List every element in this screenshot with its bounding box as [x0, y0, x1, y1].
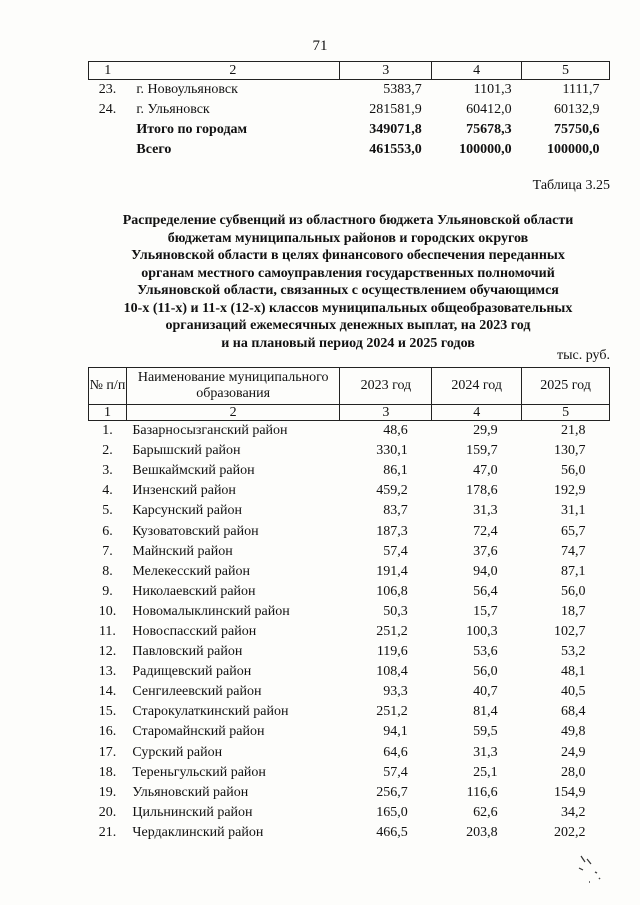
table-row: [89, 722, 610, 742]
table-row: [89, 783, 610, 803]
value-2025: 49,8: [561, 724, 586, 740]
value-2024: 94,0: [473, 563, 498, 579]
value-col3: 5383,7: [383, 82, 422, 97]
header-2025: 2025 год: [522, 368, 610, 405]
table-row: [89, 421, 610, 442]
row-name: Новомалыклинский район: [132, 603, 290, 619]
value-2025: 21,8: [561, 423, 586, 439]
value-2024: 72,4: [473, 523, 498, 539]
row-name: Тереньгульский район: [132, 764, 266, 780]
col-number: 2: [126, 62, 339, 80]
value-2024: 59,5: [473, 724, 498, 740]
table-row: [89, 702, 610, 722]
row-number: 18.: [98, 764, 117, 780]
subvention-table: [88, 367, 610, 843]
row-name: Барышский район: [132, 443, 241, 459]
table-row: [89, 461, 610, 481]
col-number: 3: [340, 62, 432, 80]
row-name: Павловский район: [132, 644, 243, 660]
value-2025: 202,2: [554, 824, 586, 840]
value-2025: 34,2: [561, 804, 586, 820]
header-2023: 2023 год: [340, 368, 432, 405]
unit-label: тыс. руб.: [557, 348, 610, 363]
row-name: Радищевский район: [132, 664, 252, 680]
value-2025: 130,7: [554, 443, 586, 459]
value-2024: 178,6: [466, 483, 498, 499]
table-header-row: [89, 368, 610, 405]
value-2025: 24,9: [561, 744, 586, 760]
value-2025: 154,9: [554, 784, 586, 800]
value-col5: 1111,7: [562, 82, 600, 97]
title-line: Распределение субвенций из областного бюджета Ульяновской области: [122, 213, 574, 228]
col-number: 4: [432, 405, 522, 421]
value-2025: 18,7: [561, 603, 586, 619]
row-name: Итого по городам: [136, 122, 248, 137]
row-name: Кузоватовский район: [132, 523, 259, 539]
value-2023: 251,2: [376, 704, 408, 720]
value-2024: 29,9: [473, 423, 498, 439]
value-2024: 56,4: [473, 583, 498, 599]
value-2024: 31,3: [473, 503, 498, 519]
col-number: 3: [340, 405, 432, 421]
value-2024: 203,8: [466, 824, 498, 840]
title-line: органам местного самоуправления государственных полномочий: [141, 265, 555, 281]
row-name: Вешкаймский район: [132, 463, 255, 479]
row-number: 15.: [98, 704, 117, 720]
value-2023: 94,1: [383, 724, 408, 740]
value-2023: 57,4: [383, 543, 408, 559]
value-2023: 459,2: [376, 483, 408, 499]
row-name: г. Ульяновск: [136, 102, 210, 117]
table-row: [89, 682, 610, 702]
row-number: 4.: [102, 483, 113, 499]
value-2024: 159,7: [466, 443, 498, 459]
value-col3: 461553,0: [369, 142, 422, 157]
title-line: 10-х (11-х) и 11-х (12-х) классов муниципальных общеобразовательных: [123, 300, 573, 316]
table-row: [89, 140, 610, 160]
value-2023: 165,0: [376, 804, 408, 820]
row-name: Николаевский район: [132, 583, 256, 599]
column-number-row: [89, 405, 610, 421]
value-2025: 87,1: [561, 563, 586, 579]
row-number: 2.: [102, 443, 113, 459]
table-row: [89, 662, 610, 682]
row-number: 20.: [98, 804, 117, 820]
table-row: [89, 501, 610, 521]
value-2024: 37,6: [473, 543, 498, 559]
table-row: [89, 80, 610, 101]
col-number: 4: [432, 62, 522, 80]
row-number: [89, 120, 127, 140]
table-row: [89, 562, 610, 582]
value-2023: 57,4: [383, 764, 408, 780]
row-number: 9.: [102, 583, 113, 599]
value-2024: 25,1: [473, 764, 498, 780]
value-2025: 53,2: [561, 644, 586, 660]
value-2025: 31,1: [561, 503, 586, 519]
value-2024: 62,6: [473, 804, 498, 820]
col-number: 5: [522, 405, 610, 421]
value-col5: 75750,6: [554, 122, 600, 137]
value-2025: 192,9: [554, 483, 586, 499]
row-number: 10.: [98, 603, 117, 619]
value-2024: 81,4: [473, 704, 498, 720]
value-col4: 100000,0: [459, 142, 512, 157]
value-col3: 281581,9: [369, 102, 422, 117]
value-2024: 53,6: [473, 644, 498, 660]
col-number: 1: [89, 62, 127, 80]
value-2025: 65,7: [561, 523, 586, 539]
table-row: [89, 481, 610, 501]
row-name: Карсунский район: [132, 503, 242, 519]
value-2023: 64,6: [383, 744, 408, 760]
value-2025: 28,0: [561, 764, 586, 780]
value-col5: 60132,9: [554, 102, 600, 117]
row-name: Сенгилеевский район: [132, 684, 262, 700]
value-2025: 68,4: [561, 704, 586, 720]
table-row: [89, 120, 610, 140]
row-name: Мелекесский район: [132, 563, 250, 579]
row-number: 23.: [98, 82, 117, 97]
value-2025: 102,7: [554, 623, 586, 639]
value-2023: 108,4: [376, 664, 408, 680]
value-2023: 106,8: [376, 583, 408, 599]
column-number-row: [89, 62, 610, 80]
value-col3: 349071,8: [369, 122, 422, 137]
row-number: 11.: [98, 623, 116, 639]
value-2025: 74,7: [561, 543, 586, 559]
row-name: Ульяновский район: [132, 784, 249, 800]
value-2024: 116,6: [466, 784, 498, 800]
row-number: 13.: [98, 664, 117, 680]
header-2024: 2024 год: [432, 368, 522, 405]
table-row: [89, 803, 610, 823]
value-2024: 47,0: [473, 463, 498, 479]
value-2023: 83,7: [383, 503, 408, 519]
pen-mark: [575, 852, 615, 892]
row-name: Всего: [136, 142, 172, 157]
table-row: [89, 622, 610, 642]
title-line: Ульяновской области, связанных с осуществлением обучающимся: [137, 283, 559, 298]
value-2023: 48,6: [383, 423, 408, 439]
value-2023: 93,3: [383, 684, 408, 700]
row-number: 14.: [98, 684, 117, 700]
row-name: Чердаклинский район: [132, 824, 264, 840]
row-number: 8.: [102, 563, 113, 579]
value-2023: 466,5: [376, 824, 408, 840]
row-name: Старокулаткинский район: [132, 704, 289, 720]
row-number: [89, 140, 127, 160]
value-2025: 56,0: [561, 463, 586, 479]
title-line: бюджетам муниципальных районов и городских округов: [167, 230, 529, 246]
table-row: [89, 743, 610, 763]
table-row: [89, 602, 610, 622]
value-2025: 56,0: [561, 583, 586, 599]
table-row: [89, 763, 610, 783]
value-2023: 256,7: [376, 784, 408, 800]
col-number: 2: [126, 405, 340, 421]
table-row: [89, 582, 610, 602]
title-line: Ульяновской области в целях финансового обеспечения переданных: [131, 248, 565, 263]
row-number: 24.: [98, 102, 117, 117]
value-col4: 60412,0: [466, 102, 512, 117]
row-name: Майнский район: [132, 543, 233, 559]
row-number: 12.: [98, 644, 117, 660]
row-number: 5.: [102, 503, 113, 519]
value-2023: 251,2: [376, 623, 408, 639]
row-number: 3.: [102, 463, 113, 479]
table-title: [88, 212, 608, 352]
value-2025: 48,1: [561, 664, 586, 680]
table-row: [89, 642, 610, 662]
row-name: Инзенский район: [132, 483, 236, 499]
value-col4: 75678,3: [466, 122, 512, 137]
row-name: Сурский район: [132, 744, 223, 760]
row-name: Цильнинский район: [132, 804, 253, 820]
row-name: Новоспасский район: [132, 623, 257, 639]
value-2024: 15,7: [473, 603, 498, 619]
row-number: 21.: [98, 824, 117, 840]
title-line: и на плановый период 2024 и 2025 годов: [221, 335, 475, 351]
page-number: 71: [312, 38, 328, 54]
value-2024: 40,7: [473, 684, 498, 700]
row-name: Базарносызганский район: [132, 423, 288, 439]
value-col5: 100000,0: [547, 142, 600, 157]
row-number: 1.: [102, 423, 113, 439]
value-2024: 56,0: [473, 664, 498, 680]
row-number: 7.: [102, 543, 113, 559]
value-2023: 330,1: [376, 443, 408, 459]
value-2024: 100,3: [466, 623, 498, 639]
value-2023: 86,1: [383, 463, 408, 479]
continued-table: [88, 61, 610, 160]
value-2023: 191,4: [376, 563, 408, 579]
header-num: № п/п: [89, 368, 127, 405]
table-row: [89, 100, 610, 120]
title-line: организаций ежемесячных денежных выплат, на 2023 год: [165, 318, 531, 333]
row-number: 16.: [98, 724, 117, 740]
value-2023: 50,3: [383, 603, 408, 619]
table-row: [89, 521, 610, 541]
value-2025: 40,5: [561, 684, 586, 700]
table-label: Таблица 3.25: [532, 178, 610, 193]
col-number: 1: [89, 405, 127, 421]
value-2023: 119,6: [376, 644, 408, 660]
row-name: г. Новоульяновск: [136, 82, 238, 97]
row-number: 6.: [102, 523, 113, 539]
row-number: 17.: [98, 744, 117, 760]
header-name: Наименование муниципального образования: [126, 368, 340, 405]
value-2023: 187,3: [376, 523, 408, 539]
row-number: 19.: [98, 784, 117, 800]
table-row: [89, 441, 610, 461]
table-row: [89, 823, 610, 843]
col-number: 5: [522, 62, 610, 80]
table-row: [89, 542, 610, 562]
value-col4: 1101,3: [473, 82, 512, 97]
row-name: Старомайнский район: [132, 724, 265, 740]
value-2024: 31,3: [473, 744, 498, 760]
